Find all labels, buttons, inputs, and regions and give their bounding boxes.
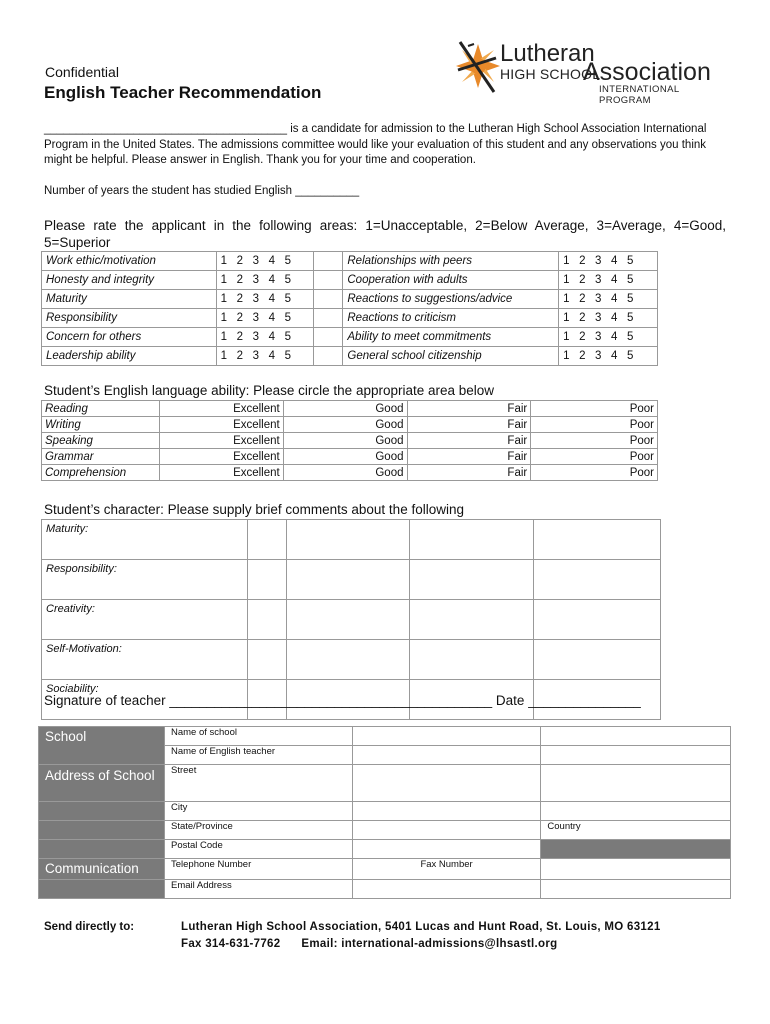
field-input[interactable]: [541, 727, 731, 746]
table-row: [42, 328, 658, 347]
rating-criterion-left: Concern for others: [42, 328, 217, 347]
comment-cell[interactable]: [247, 520, 286, 560]
rating-scale[interactable]: 1 2 3 4 5: [559, 271, 658, 290]
comment-cell[interactable]: [247, 640, 286, 680]
field-input[interactable]: [352, 746, 541, 765]
field-input[interactable]: [352, 727, 541, 746]
rating-criterion-right: General school citizenship: [343, 347, 559, 366]
comment-cell[interactable]: [534, 600, 661, 640]
field-input[interactable]: [352, 765, 541, 802]
comment-cell[interactable]: [286, 560, 410, 600]
blank-cell: [313, 328, 343, 347]
table-row: [42, 401, 658, 417]
comment-cell[interactable]: [410, 520, 534, 560]
character-trait: Sociability:: [42, 680, 248, 720]
field-label-fax: Fax Number: [352, 859, 541, 880]
table-row: [42, 600, 661, 640]
blank-cell: [313, 252, 343, 271]
grey-cell: [39, 840, 165, 859]
table-row: [42, 465, 658, 481]
rating-scale[interactable]: 1 2 3 4 5: [216, 347, 313, 366]
rating-scale[interactable]: 1 2 3 4 5: [216, 328, 313, 347]
logo-emblem-icon: [452, 36, 504, 98]
table-row: [39, 859, 731, 880]
mailing-address: Lutheran High School Association, 5401 Lucas and Hunt Road, St. Louis, MO 63121: [181, 921, 661, 933]
table-row: [42, 640, 661, 680]
field-label: Telephone Number: [164, 859, 352, 880]
field-input[interactable]: [541, 765, 731, 802]
comment-cell[interactable]: [410, 600, 534, 640]
option-poor[interactable]: Poor: [531, 417, 658, 433]
table-row: [42, 560, 661, 600]
grey-cell: [541, 840, 731, 859]
field-input[interactable]: [541, 880, 731, 899]
language-skill: Comprehension: [42, 465, 160, 481]
field-input[interactable]: [541, 746, 731, 765]
field-input[interactable]: [352, 802, 541, 821]
option-fair[interactable]: Fair: [407, 417, 531, 433]
comment-cell[interactable]: [410, 560, 534, 600]
signature-line[interactable]: Signature of teacher ___________________________________________ Date _______________: [44, 693, 641, 708]
field-input[interactable]: [352, 880, 541, 899]
comment-cell[interactable]: [534, 560, 661, 600]
rating-criterion-right: Reactions to criticism: [343, 309, 559, 328]
table-row: [39, 880, 731, 899]
logo-text-lutheran: Lutheran: [500, 40, 595, 67]
table-row: [39, 821, 731, 840]
page-title: English Teacher Recommendation: [44, 83, 322, 102]
blank-cell: [313, 271, 343, 290]
option-good[interactable]: Good: [283, 465, 407, 481]
rating-scale[interactable]: 1 2 3 4 5: [216, 271, 313, 290]
rating-criterion-left: Work ethic/motivation: [42, 252, 217, 271]
blank-cell: [313, 309, 343, 328]
field-label: Name of school: [164, 727, 352, 746]
logo-text-high-school: HIGH SCHOOL: [500, 66, 601, 82]
comment-cell[interactable]: [410, 640, 534, 680]
rating-criterion-left: Honesty and integrity: [42, 271, 217, 290]
option-fair[interactable]: Fair: [407, 401, 531, 417]
option-excellent[interactable]: Excellent: [159, 433, 283, 449]
language-skill: Speaking: [42, 433, 160, 449]
option-fair[interactable]: Fair: [407, 449, 531, 465]
option-good[interactable]: Good: [283, 417, 407, 433]
table-row: [42, 290, 658, 309]
character-table: [41, 519, 661, 720]
option-excellent[interactable]: Excellent: [159, 417, 283, 433]
table-row: [42, 252, 658, 271]
field-input[interactable]: [541, 802, 731, 821]
table-row: [42, 347, 658, 366]
rating-criterion-left: Maturity: [42, 290, 217, 309]
option-poor[interactable]: Poor: [531, 401, 658, 417]
character-trait: Maturity:: [42, 520, 248, 560]
rating-scale[interactable]: 1 2 3 4 5: [216, 252, 313, 271]
option-poor[interactable]: Poor: [531, 433, 658, 449]
table-row: [42, 309, 658, 328]
table-row: [42, 449, 658, 465]
field-input[interactable]: [541, 859, 731, 880]
field-input[interactable]: [352, 821, 541, 840]
section-school: School: [39, 727, 165, 765]
rating-table: [41, 251, 658, 366]
character-heading: Student’s character: Please supply brief comments about the following: [44, 502, 464, 517]
option-fair[interactable]: Fair: [407, 465, 531, 481]
comment-cell[interactable]: [286, 640, 410, 680]
table-row: [39, 765, 731, 802]
confidential-label: Confidential: [45, 64, 119, 80]
school-info-table: [38, 726, 731, 899]
rating-criterion-right: Ability to meet commitments: [343, 328, 559, 347]
rating-criterion-left: Responsibility: [42, 309, 217, 328]
rating-scale[interactable]: 1 2 3 4 5: [559, 309, 658, 328]
blank-cell: [313, 290, 343, 309]
rating-criterion-right: Relationships with peers: [343, 252, 559, 271]
rating-scale[interactable]: 1 2 3 4 5: [559, 252, 658, 271]
option-excellent[interactable]: Excellent: [159, 401, 283, 417]
rating-scale[interactable]: 1 2 3 4 5: [559, 290, 658, 309]
field-label: City: [164, 802, 352, 821]
table-row: [42, 520, 661, 560]
option-good[interactable]: Good: [283, 401, 407, 417]
language-skill: Reading: [42, 401, 160, 417]
rating-scale[interactable]: 1 2 3 4 5: [559, 347, 658, 366]
logo-text-international: INTERNATIONAL PROGRAM: [599, 84, 680, 106]
section-communication: Communication: [39, 859, 165, 880]
grey-cell: [39, 880, 165, 899]
language-skill: Grammar: [42, 449, 160, 465]
field-label: Street: [164, 765, 352, 802]
table-row: [42, 417, 658, 433]
table-row: [39, 840, 731, 859]
field-label-country: Country: [541, 821, 731, 840]
field-label: Name of English teacher: [164, 746, 352, 765]
option-excellent[interactable]: Excellent: [159, 465, 283, 481]
comment-cell[interactable]: [247, 600, 286, 640]
grey-cell: [39, 802, 165, 821]
character-trait: Responsibility:: [42, 560, 248, 600]
option-good[interactable]: Good: [283, 433, 407, 449]
blank-cell: [313, 347, 343, 366]
comment-cell[interactable]: [534, 640, 661, 680]
field-label: Postal Code: [164, 840, 352, 859]
table-row: [39, 727, 731, 746]
intro-paragraph: ______________________________________ is a candidate for admission to the Lutheran High School Association International Program in the United States. The admissions committee would like your evaluation of this student and any observations you think might be helpful. Please answer in English. Thank you for your time and cooperation.: [44, 123, 707, 166]
field-label: State/Province: [164, 821, 352, 840]
section-address: Address of School: [39, 765, 165, 802]
rating-scale[interactable]: 1 2 3 4 5: [216, 309, 313, 328]
rating-scale[interactable]: 1 2 3 4 5: [559, 328, 658, 347]
grey-cell: [39, 821, 165, 840]
field-input[interactable]: [352, 840, 541, 859]
send-label: Send directly to:: [44, 921, 135, 933]
lhsa-logo: [452, 36, 732, 106]
fax-email-line: Fax 314-631-7762 Email: international-admissions@lhsastl.org: [181, 938, 558, 950]
character-trait: Creativity:: [42, 600, 248, 640]
rating-instruction: Please rate the applicant in the following areas: 1=Unacceptable, 2=Below Average, 3=Average, 4=Good, 5=Superior: [44, 218, 726, 250]
option-good[interactable]: Good: [283, 449, 407, 465]
option-fair[interactable]: Fair: [407, 433, 531, 449]
rating-criterion-right: Reactions to suggestions/advice: [343, 290, 559, 309]
rating-criterion-left: Leadership ability: [42, 347, 217, 366]
option-excellent[interactable]: Excellent: [159, 449, 283, 465]
option-poor[interactable]: Poor: [531, 465, 658, 481]
comment-cell[interactable]: [534, 520, 661, 560]
language-table: [41, 400, 658, 481]
years-studied-line: Number of years the student has studied English __________: [44, 185, 360, 197]
field-label: Email Address: [164, 880, 352, 899]
comment-cell[interactable]: [286, 520, 410, 560]
logo-text-association: Association: [583, 58, 711, 86]
language-skill: Writing: [42, 417, 160, 433]
language-heading: Student’s English language ability: Please circle the appropriate area below: [44, 383, 495, 398]
comment-cell[interactable]: [286, 600, 410, 640]
table-row: [42, 433, 658, 449]
character-trait: Self-Motivation:: [42, 640, 248, 680]
rating-scale[interactable]: 1 2 3 4 5: [216, 290, 313, 309]
option-poor[interactable]: Poor: [531, 449, 658, 465]
table-row: [39, 802, 731, 821]
comment-cell[interactable]: [247, 560, 286, 600]
rating-criterion-right: Cooperation with adults: [343, 271, 559, 290]
table-row: [42, 271, 658, 290]
